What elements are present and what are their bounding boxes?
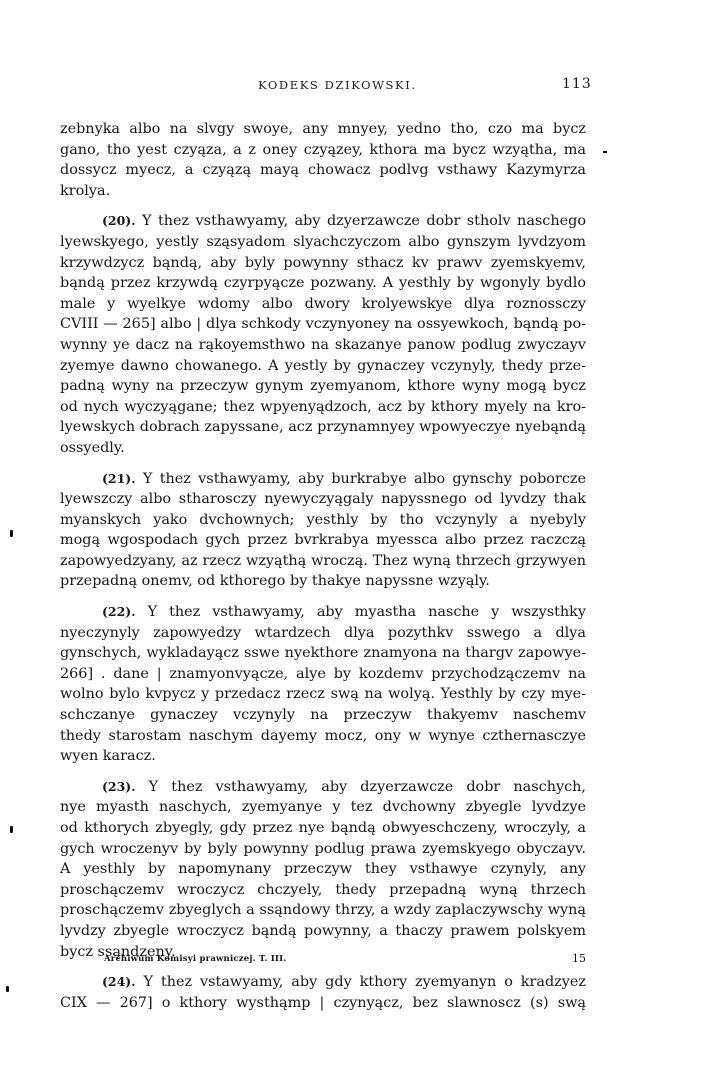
line-text: Y thez vsthawyamy, aby dzyerzawcze dobr naschych,: [148, 778, 586, 795]
scan-speck: [603, 151, 607, 153]
text-line: [60, 859, 586, 880]
line-text: zyemye dawno chowanego. A yestly by gynaczey vczynyly, thedy prze-: [60, 357, 586, 374]
text-line: [60, 993, 586, 1014]
line-text: thedy starostam naschym dayemy mocz, ony w wynye czthernasczye: [60, 727, 586, 744]
line-text: bycz ssąndzeny.: [60, 943, 176, 960]
text-line: [60, 376, 586, 397]
paragraph-gap: [60, 767, 586, 777]
line-text: nyeczynyly zapowyedzy wtardzech dlya pozythkv sswego a dlya: [60, 624, 586, 641]
body-text: [60, 119, 586, 1013]
text-line: [60, 140, 586, 161]
line-text: wyen karacz.: [60, 748, 156, 765]
text-line: [60, 438, 586, 459]
page-footer: [60, 954, 586, 970]
sheet-signature: 15: [572, 952, 586, 965]
text-line: [60, 746, 586, 767]
line-text: myanskych yako dvchownych; yesthly by tho vczynyly a nyebyly: [60, 511, 586, 528]
text-line: [60, 294, 586, 315]
text-line: [60, 972, 586, 993]
page-header: [0, 78, 720, 98]
text-line: [60, 489, 586, 510]
page-number: 113: [562, 76, 592, 92]
text-line: [60, 469, 586, 490]
line-text: A yesthly by napomynany przeczyw they vsthawye czynyly, any: [60, 861, 586, 878]
text-line: [60, 705, 586, 726]
text-line: [60, 273, 586, 294]
line-text: zapowyedzyany, az rzecz wzyąthą wroczą. Thez wyną thrzech grzywyen: [60, 552, 586, 569]
text-line: [60, 797, 586, 818]
line-text: schczanye gynaczey vczynyly na przeczyw thakyemv naschemv: [60, 707, 586, 724]
line-text: od nych wyczyągane; thez wpyenyądzoch, acz by kthory myely na kro-: [60, 398, 586, 415]
text-line: [60, 880, 586, 901]
text-line: [60, 684, 586, 705]
line-text: lyvdzy zbyegle wroczycz bąndą powynny, a thaczy prawem polskyem: [60, 922, 586, 939]
text-line: [60, 160, 586, 181]
text-line: [60, 181, 586, 202]
line-text: nye myasth naschych, zyemyanye y tez dvchowny zbyegle lyvdzye: [60, 799, 586, 816]
line-text: dossycz myecz, a czyązą mayą chowacz podlvg vsthawy Kazymyrza: [60, 162, 586, 179]
line-text: gych wroczenyv by byly powynny podlug prawa zyemskyego obyczayv.: [60, 840, 586, 857]
text-line: [60, 335, 586, 356]
paragraph-gap: [60, 459, 586, 469]
line-text: Y thez vsthawyamy, aby myastha nasche y wszysthky: [147, 604, 586, 621]
text-line: [60, 602, 586, 623]
section-number: (20).: [102, 213, 136, 229]
text-line: [60, 211, 586, 232]
text-line: [60, 397, 586, 418]
text-line: [60, 777, 586, 798]
text-line: [60, 921, 586, 942]
line-text: przepadną onemv, od kthorego by thakye napyssne wzyąly.: [60, 573, 490, 590]
line-text: CVIII — 265] albo | dlya schkody vczynyoney na ossyewkoch, bąndą po-: [60, 316, 586, 333]
text-line: [60, 530, 586, 551]
section-number: (22).: [102, 604, 136, 620]
line-text: proschączemv zbyeglych a ssąndowy thrzy, a wzdy zaplaczywschy wyną: [60, 902, 586, 919]
scan-speck: [6, 986, 9, 992]
line-text: bąndą przez krzywdą czyrpyącze pozwany. A yesthly by wgonyly bydlo: [60, 275, 586, 292]
line-text: mogą wgospodach gych przez bvrkrabya myessca albo przez raczczą: [60, 532, 586, 549]
text-line: [60, 356, 586, 377]
text-line: [60, 623, 586, 644]
line-text: lyewszczy albo stharosczy nyewyczyągaly napyssnego od lyvdzy thak: [60, 491, 586, 508]
text-line: [60, 417, 586, 438]
text-line: [60, 643, 586, 664]
text-line: [60, 253, 586, 274]
paragraph-gap: [60, 592, 586, 602]
line-text: gano, tho yest czyąza, a z oney czyązey, kthora ma bycz wzyątha, ma: [60, 141, 586, 158]
line-text: 266] . dane | znamyonvyącze, alye by kozdemv przychodzączemv na: [60, 665, 586, 682]
text-line: [60, 900, 586, 921]
text-line: [60, 551, 586, 572]
line-text: od kthorych zbyegly, gdy przez nye bąndą obwyeschczeny, wroczyly, a: [60, 820, 586, 836]
section-number: (21).: [102, 470, 136, 486]
line-text: krolya.: [60, 182, 111, 199]
line-text: padną wyny na przeczyw gynym zyemyanom, kthore wyny mogą bycz: [60, 378, 586, 395]
text-line: [60, 664, 586, 685]
text-line: [60, 232, 586, 253]
text-line: [60, 571, 586, 592]
line-text: lyewskyego, yestly sząsyadom slyachczyczom albo gynszym lyvdzyom: [60, 233, 586, 250]
line-text: krzywdzycz bąndą, aby byly powynny sthacz kv prawv zyemskyemv,: [60, 254, 586, 271]
scan-speck: [10, 826, 13, 833]
line-text: Y thez vsthawyamy, aby dzyerzawcze dobr stholv naschego: [142, 213, 586, 230]
line-text: wynny ye dacz na rąkoyemsthwo na skazanye panow podlug zwyczayv: [60, 336, 586, 353]
section-number: (23).: [102, 778, 136, 794]
text-line: [60, 119, 586, 140]
footer-source: Archiwum Komisyi prawniczej. T. III.: [104, 954, 287, 964]
text-line: [60, 510, 586, 531]
text-line: [60, 314, 586, 335]
line-text: gynschych, wykladayącz sswe nyekthore znamyona na thargv zapowye-: [60, 645, 586, 662]
line-text: lyewskych dobrach zapyssane, acz przynamnyey wpowyeczye nyebąndą: [60, 419, 586, 436]
section-number: (24).: [102, 974, 136, 990]
paragraph-gap: [60, 201, 586, 211]
running-title: KODEKS DZIKOWSKI.: [258, 78, 417, 92]
line-text: CIX — 267] o kthory wysthąmp | czynyącz, bez slawnoscz (s) swą: [60, 994, 586, 1011]
line-text: Y thez vsthawyamy, aby burkrabye albo gynschy poborcze: [142, 470, 586, 487]
line-text: zebnyka albo na slvgy swoye, any mnyey, yedno tho, czo ma bycz: [60, 121, 586, 137]
line-text: ossyedly.: [60, 439, 125, 456]
text-line: [60, 726, 586, 747]
text-line: [60, 818, 586, 839]
line-text: wolno bylo kvpycz y przedacz rzecz swą na wolyą. Yesthly by czy mye-: [60, 686, 586, 703]
line-text: male y wyelkye wdomy albo dwory krolyewskye dlya roznossczy: [60, 295, 586, 312]
text-line: [60, 839, 586, 860]
line-text: Y thez vstawyamy, aby gdy kthory zyemyanyn o kradzyez: [143, 974, 586, 991]
scan-speck: [10, 530, 13, 537]
line-text: proschączemv wroczycz chczyely, thedy przepadną wyną thrzech: [60, 881, 586, 898]
